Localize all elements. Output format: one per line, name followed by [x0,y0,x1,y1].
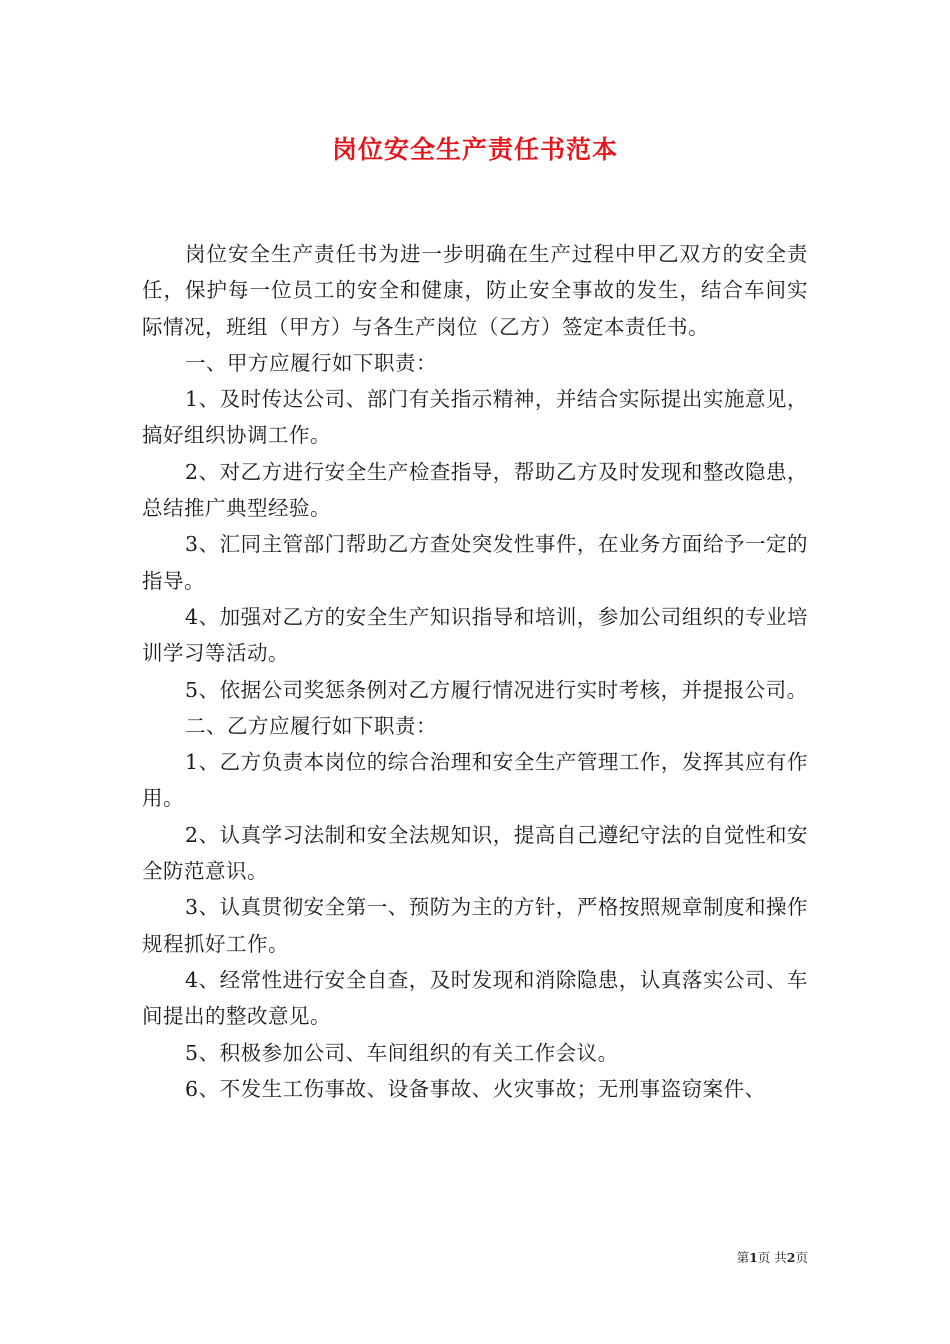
document-title: 岗位安全生产责任书范本 [331,135,618,164]
list-item: 6、不发生工伤事故、设备事故、火灾事故；无刑事盗窃案件、 [185,1076,766,1101]
section-heading-party-a: 一、甲方应履行如下职责： [185,350,438,375]
list-item: 3、认真贯彻安全第一、预防为主的方针，严格按照规章制度和操作规程抓好工作。 [142,895,808,956]
list-item: 2、对乙方进行安全生产检查指导，帮助乙方及时发现和整改隐患，总结推广典型经验。 [142,459,808,521]
list-item: 4、经常性进行安全自查，及时发现和消除隐患，认真落实公司、车间提出的整改意见。 [142,967,808,1029]
list-item: 5、积极参加公司、车间组织的有关工作会议。 [185,1040,619,1065]
list-item: 1、及时传达公司、部门有关指示精神，并结合实际提出实施意见，搞好组织协调工作。 [142,387,808,448]
list-item: 5、依据公司奖惩条例对乙方履行情况进行实时考核，并提报公司。 [185,677,808,702]
footer-suffix: 页 [795,1250,808,1265]
page-number-footer [737,1248,808,1266]
list-item: 3、汇同主管部门帮助乙方查处突发性事件，在业务方面给予一定的指导。 [142,532,808,593]
footer-prefix: 第 [736,1250,750,1265]
intro-paragraph: 岗位安全生产责任书为进一步明确在生产过程中甲乙双方的安全责任，保护每一位员工的安全和健康，防止安全事故的发生，结合车间实际情况，班组（甲方）与各生产岗位（乙方）签定本责任书。 [142,242,808,339]
current-page-number: 1 [749,1250,758,1265]
list-item: 1、乙方负责本岗位的综合治理和安全生产管理工作，发挥其应有作用。 [142,750,808,811]
footer-middle: 页 共 [757,1250,787,1265]
list-item: 4、加强对乙方的安全生产知识指导和培训，参加公司组织的专业培训学习等活动。 [142,604,808,666]
total-pages-number: 2 [786,1250,796,1265]
document-body [142,236,808,1107]
section-heading-party-b: 二、乙方应履行如下职责： [185,713,438,738]
list-item: 2、认真学习法制和安全法规知识，提高自己遵纪守法的自觉性和安全防范意识。 [142,822,808,884]
